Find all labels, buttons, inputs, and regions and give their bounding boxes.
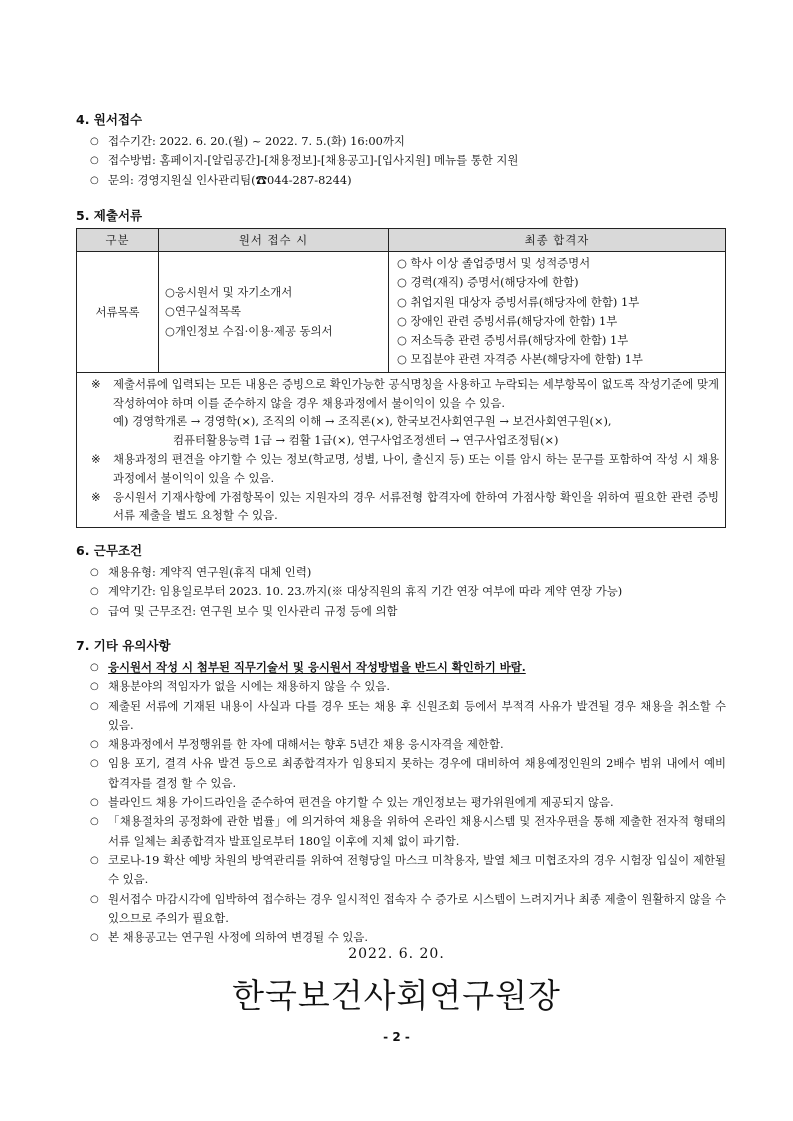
list-item: ○연구실적목록 xyxy=(165,304,241,319)
list-item: ○ 취업지원 대상자 증빙서류(해당자에 한함) 1부 xyxy=(397,294,640,309)
issue-date: 2022. 6. 20. xyxy=(348,946,445,962)
bullet: ○ xyxy=(90,174,99,186)
note: ※ 채용과정의 편견을 야기할 수 있는 정보(학교명, 성별, 나이, 출신지 등) 또는 이를 암시 하는 문구를 포함하여 작성 시 채용과정에서 불이익이 있을 수 있음. xyxy=(91,451,719,485)
list-item: ○ 채용분야의 적임자가 없을 시에는 채용하지 않을 수 있음. xyxy=(76,677,726,696)
bullet: ○ xyxy=(90,136,99,147)
notes-cell xyxy=(77,372,726,527)
bullet: ○ xyxy=(90,681,99,693)
section-heading: 5. 제출서류 xyxy=(76,208,143,223)
list-item: ○ 원서접수 마감시각에 임박하여 접수하는 경우 일시적인 접속자 수 증가로 시스템이 느려지거나 최종 제출이 원활하지 않을 수 있으므로 주의가 필요함. xyxy=(90,891,726,925)
note: 컴퓨터활용능력 1급 → 컴활 1급(×), 연구사업조정센터 → 연구사업조정팀(×) xyxy=(173,433,559,448)
list-item: ○ 제출된 서류에 기재된 내용이 사실과 다를 경우 또는 채용 후 신원조회 등에서 부적격 사유가 발견될 경우 채용을 취소할 수 있음. xyxy=(90,698,726,732)
list-item: ○ 채용유형: 계약직 연구원(휴직 대체 인력) xyxy=(76,563,726,582)
list-item: ○ 응시원서 작성 시 첨부된 직무기술서 및 응시원서 작성방법을 반드시 확인하기 바람. xyxy=(76,658,726,677)
bullet: ○ xyxy=(90,739,99,751)
section-heading: 4. 원서접수 xyxy=(76,112,143,127)
list-item: ○ 모집분야 관련 자격증 사본(해당자에 한함) 1부 xyxy=(397,352,643,367)
bullet: ○ xyxy=(90,854,99,866)
list-item: ○ 경력(재직) 증명서(해당자에 한함) xyxy=(397,275,579,290)
list-item: ○ 접수기간: 2022. 6. 20.(월) ~ 2022. 7. 5.(화) 16:00까지 xyxy=(76,132,726,151)
section-heading: 6. 근무조건 xyxy=(76,543,143,558)
note-mark: ※ xyxy=(91,489,101,504)
table-header-cell: 구분 xyxy=(77,229,159,252)
bullet: ○ xyxy=(90,586,99,598)
bullet: ○ xyxy=(90,700,99,712)
section-application xyxy=(76,111,726,190)
row-label: 서류목록 xyxy=(77,252,159,373)
bullet: ○ xyxy=(90,155,99,167)
list-item: ○ 블라인드 채용 가이드라인을 준수하여 편견을 야기할 수 있는 개인정보는 평가위원에게 제공되지 않음. xyxy=(76,793,726,812)
final-cell xyxy=(389,252,726,373)
list-item: ○ 접수방법: 홈페이지-[알림공간]-[채용정보]-[채용공고]-[입사지원] 메뉴를 통한 지원 xyxy=(76,151,726,170)
section-notices xyxy=(76,637,726,947)
list-item: ○ 학사 이상 졸업증명서 및 성적증명서 xyxy=(397,256,591,270)
bullet: ○ xyxy=(90,797,99,809)
list-item: ○응시원서 및 자기소개서 xyxy=(165,284,293,299)
note: ※ 제출서류에 입력되는 모든 내용은 증빙으로 확인가능한 공식명칭을 사용하고 누락되는 세부항목이 없도록 작성기준에 맞게 작성하여야 하며 이를 준수하지 않을 경우 채용과정에서 불이익이 있을 수 있음. xyxy=(91,376,719,410)
bullet: ○ xyxy=(90,932,99,944)
note: 예) 경영학개론 → 경영학(×), 조직의 이해 → 조직론(×), 한국보건사회연구원 → 보건사회연구원(×), xyxy=(113,414,612,429)
table-header-cell: 원서 접수 시 xyxy=(159,229,389,252)
page-number: - 2 - xyxy=(383,1030,410,1044)
list-item: ○ 계약기간: 임용일로부터 2023. 10. 23.까지(※ 대상직원의 휴직 기간 연장 여부에 따라 계약 연장 가능) xyxy=(76,582,726,601)
table-header-cell: 최종 합격자 xyxy=(389,229,726,252)
list-item: ○ 코로나-19 확산 예방 차원의 방역관리를 위하여 전형당일 마스크 미착용자, 발열 체크 미협조자의 경우 시험장 입실이 제한될 수 있음. xyxy=(90,852,726,887)
section-documents xyxy=(76,207,726,528)
bullet: ○ xyxy=(90,758,99,770)
note: ※ 응시원서 기재사항에 가점항목이 있는 지원자의 경우 서류전형 합격자에 한하여 가점사항 확인을 위하여 필요한 관련 증빙서류 제출을 별도 요청할 수 있음. xyxy=(91,489,719,523)
list-item: ○ 급여 및 근무조건: 연구원 보수 및 인사관리 규정 등에 의함 xyxy=(76,602,726,621)
list-item: ○개인정보 수집·이용·제공 동의서 xyxy=(165,323,333,338)
list-item: ○ 장애인 관련 증빙서류(해당자에 한함) 1부 xyxy=(397,313,618,328)
table-header-row xyxy=(77,229,726,252)
bullet: ○ xyxy=(90,662,99,673)
note-mark: ※ xyxy=(91,451,101,466)
table-row xyxy=(77,252,726,373)
note-mark: ※ xyxy=(91,376,101,391)
section-heading: 7. 기타 유의사항 xyxy=(76,638,171,653)
bullet: ○ xyxy=(90,567,99,578)
documents-table xyxy=(76,228,726,528)
signer-title: 한국보건사회연구원장 xyxy=(232,976,561,1015)
apply-cell xyxy=(159,252,389,373)
table-notes-row xyxy=(77,372,726,527)
list-item: ○ 「채용절차의 공정화에 관한 법률」에 의거하여 채용을 위하여 온라인 채용시스템 및 전자우편을 통해 제출한 전자적 형태의 서류 일체는 최종합격자 발표일로부터 180일 이후에 지체 없이 파기함. xyxy=(90,814,726,848)
list-item: ○ 문의: 경영지원실 인사관리팀(☎044-287-8244) xyxy=(76,171,726,190)
bullet: ○ xyxy=(90,605,99,617)
bullet: ○ xyxy=(90,893,99,905)
list-item: ○ 채용과정에서 부정행위를 한 자에 대해서는 향후 5년간 채용 응시자격을 제한함. xyxy=(76,735,726,754)
section-work-conditions xyxy=(76,542,726,621)
list-item: ○ 임용 포기, 결격 사유 발견 등으로 최종합격자가 임용되지 못하는 경우에 대비하여 채용예정인원의 2배수 범위 내에서 예비 합격자를 결정 할 수 있음. xyxy=(90,756,726,790)
list-item: ○ 저소득층 관련 증빙서류(해당자에 한함) 1부 xyxy=(397,333,629,348)
list-item: ○ 본 채용공고는 연구원 사정에 의하여 변경될 수 있음. xyxy=(76,928,726,947)
bullet: ○ xyxy=(90,816,99,828)
